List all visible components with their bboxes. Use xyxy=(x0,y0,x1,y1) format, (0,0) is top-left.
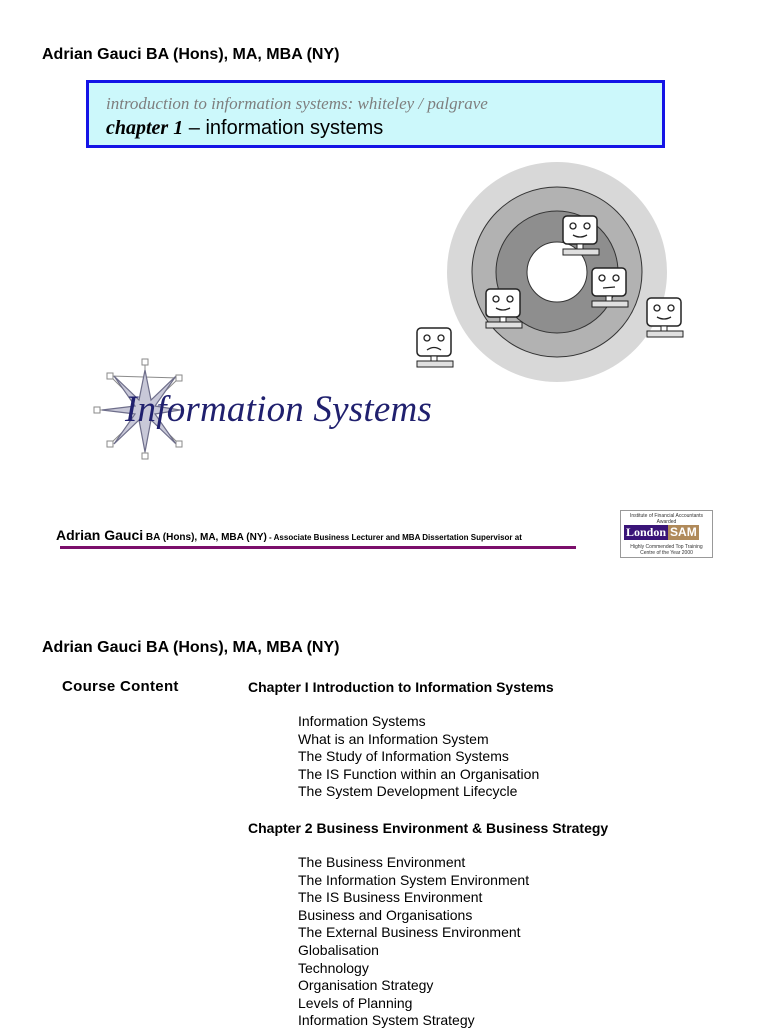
badge-bottom-text: Highly Commended Top Training Centre of the Year 2000 xyxy=(630,544,703,556)
badge-sam: SAM xyxy=(670,525,697,539)
robot-icon xyxy=(563,216,599,255)
list-item: Globalisation xyxy=(298,941,379,958)
list-item: What is an Information System xyxy=(298,730,489,747)
list-item: The IS Function within an Organisation xyxy=(298,765,540,782)
chapter-2-heading: Chapter 2 Business Environment & Business Strategy xyxy=(248,820,609,836)
concentric-rings-illustration xyxy=(400,160,700,390)
badge-top-text: Institute of Financial Accountants Awarded xyxy=(629,513,704,525)
list-item: The Information System Environment xyxy=(298,871,530,888)
information-systems-logo-text: Information Systems xyxy=(125,389,432,430)
book-title: introduction to information systems: whiteley / palgrave xyxy=(106,94,488,113)
list-item: Levels of Planning xyxy=(298,994,413,1011)
chapter-number: chapter 1 xyxy=(106,117,184,139)
title-box xyxy=(86,80,665,148)
robot-icon xyxy=(647,298,683,337)
chapter-topic: information systems xyxy=(205,117,384,139)
list-item: The Business Environment xyxy=(298,854,466,870)
footer-credentials: BA (Hons), MA, MBA (NY) xyxy=(143,532,267,543)
page2-author-header: Adrian Gauci BA (Hons), MA, MBA (NY) xyxy=(42,639,340,656)
author-header: Adrian Gauci BA (Hons), MA, MBA (NY) xyxy=(42,46,340,63)
list-item: The System Development Lifecycle xyxy=(298,783,518,800)
list-item: The IS Business Environment xyxy=(298,889,483,906)
list-item: Organisation Strategy xyxy=(298,977,434,994)
chapter-1-topics xyxy=(298,713,539,801)
sad-robot-icon xyxy=(417,328,453,367)
list-item: Technology xyxy=(298,959,369,976)
chapter-title xyxy=(106,117,383,140)
list-item: Information System Strategy xyxy=(298,1012,475,1029)
list-item: The External Business Environment xyxy=(298,924,521,941)
footer-rule xyxy=(60,546,576,549)
list-item: Information Systems xyxy=(298,713,426,729)
chapter-2-topics xyxy=(298,854,529,1030)
course-content-label: Course Content xyxy=(62,678,179,695)
chapter-1-heading: Chapter I Introduction to Information Systems xyxy=(248,679,554,695)
london-sam-award-badge xyxy=(620,510,713,558)
list-item: The Study of Information Systems xyxy=(298,748,509,765)
robot-icon xyxy=(486,289,522,328)
footer-role: - Associate Business Lecturer and MBA Dissertation Supervisor at xyxy=(266,533,522,542)
list-item: Business and Organisations xyxy=(298,906,473,923)
footer-line xyxy=(56,527,522,545)
footer-name: Adrian Gauci xyxy=(56,527,144,543)
chapter-dash: – xyxy=(183,117,206,139)
badge-london: London xyxy=(626,525,667,539)
robot-icon xyxy=(592,268,628,307)
london-sam-logo xyxy=(624,525,699,540)
